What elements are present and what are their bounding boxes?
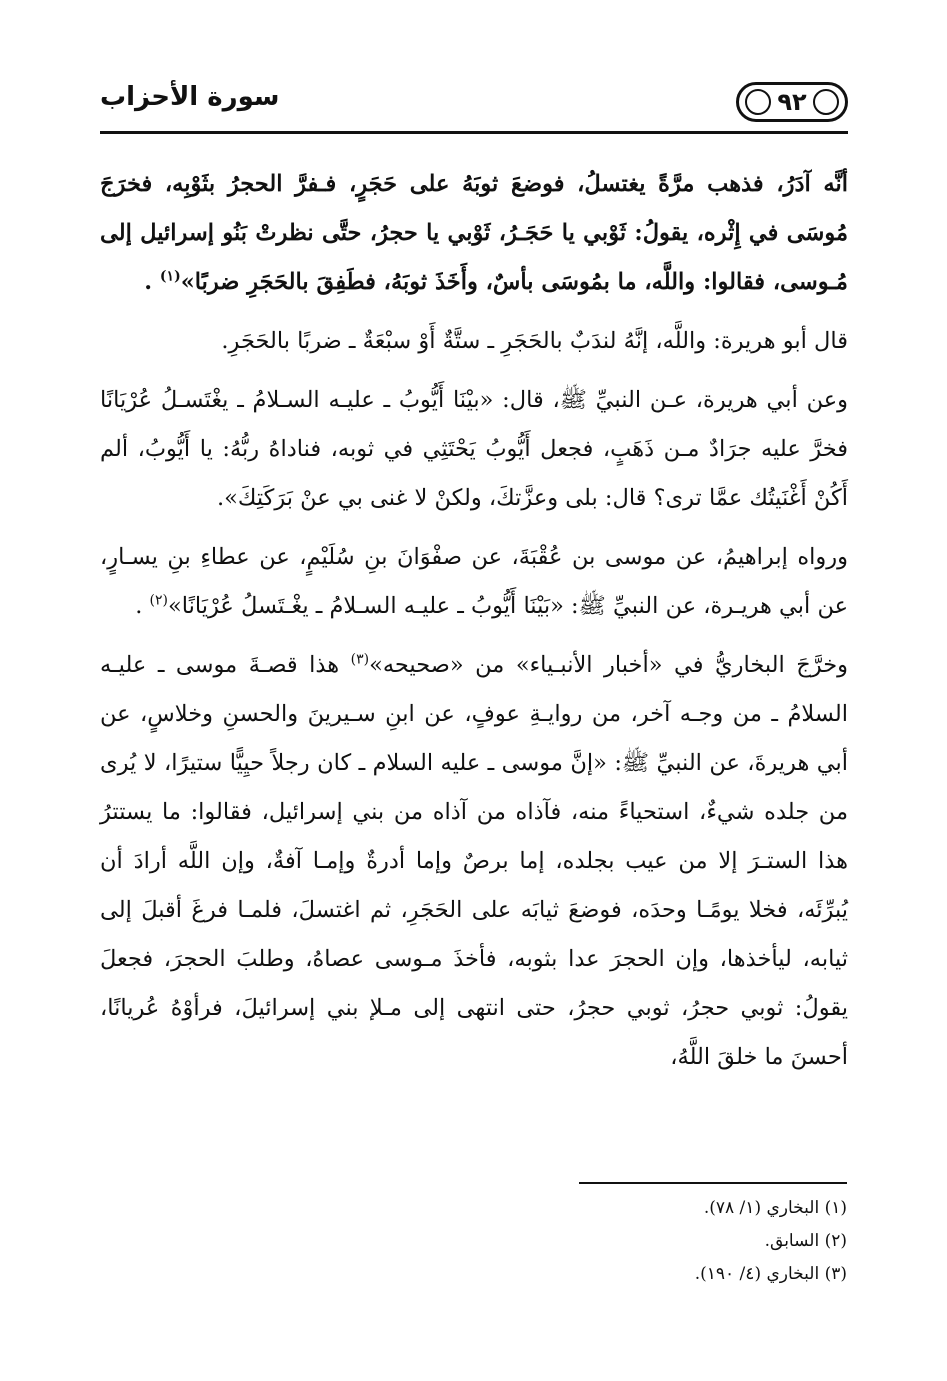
header-divider xyxy=(100,131,848,134)
footnote-marker: (١) xyxy=(159,268,181,285)
footnote-3: (٣) البخاري (٤/ ١٩٠). xyxy=(694,1264,847,1284)
paragraph-1 xyxy=(100,160,848,307)
page-number-badge xyxy=(736,82,848,122)
paragraph-end: . xyxy=(135,593,150,619)
footnote-marker: (٢) xyxy=(149,592,168,609)
footnotes xyxy=(99,1192,847,1291)
page-header xyxy=(100,78,848,136)
page-number: ٩٢ xyxy=(777,88,807,116)
footnote-2: (٢) السابق. xyxy=(764,1231,847,1251)
paragraph-3 xyxy=(100,376,848,523)
footnote-divider xyxy=(579,1182,847,1184)
paragraph-5 xyxy=(100,641,848,1082)
paragraph-text: ورواه إبراهيمُ، عن موسى بن عُقْبَةَ، عن صفْوَانَ بنِ سُلَيْمٍ، عن عطاءِ بنِ يسـارٍ، عن أبي هريـرة، عن النبيِّ ﷺ: «بَيْنَا أَيُّوبُ ـ عليـه السـلامُ ـ يغْـتَسلُ عُرْيَانًا» xyxy=(100,544,848,619)
paragraph-text: وخرَّجَ البخاريُّ في «أخبار الأنبـياء» من «صحيحه» xyxy=(369,652,848,678)
paragraph-text: وعن أبي هريرة، عـن النبيِّ ﷺ، قال: «بيْنَا أَيُّوبُ ـ عليـه السـلامُ ـ يغْتَسـلُ عُرْيَانًا فخرَّ عليه جرَادٌ مـن ذَهَبٍ، فجعل أَيُّوبُ يَحْتَثِي في ثوبه، فناداهُ ربُّهُ: يا أَيُّوبُ، ألم أَكُنْ أَغْنَيتُك عمَّا ترى؟ قال: بلى وعزَّتكَ، ولكنْ لا غنى بي عنْ بَرَكَتِكَ». xyxy=(100,387,848,511)
footnote-marker: (٣) xyxy=(350,651,370,668)
footnote-1: (١) البخاري (١/ ٧٨). xyxy=(703,1198,847,1218)
paragraph-4 xyxy=(100,533,848,631)
paragraph-text: أنَّه آدَرُ، فذهب مرَّةً يغتسلُ، فوضعَ ثوبَهُ على حَجَرٍ، فـفرَّ الحجرُ بثَوْبِه، فخرَجَ مُوسَى في إِثْره، يقولُ: ثَوْبي يا حَجَـرُ، ثَوْبي يا حجرُ، حتَّى نظرتْ بَنُو إسرائيل إلى مُـوسى، فقالوا: واللَّه، ما بمُوسَى بأسٌ، وأَخَذَ ثوبَهُ، فطَفِقَ بالحَجَرِ ضربًا» xyxy=(100,171,848,295)
paragraph-end: . xyxy=(144,269,160,295)
main-text xyxy=(100,160,848,1082)
paragraph-text: قال أبو هريرة: واللَّه، إنَّهُ لندَبٌ بالحَجَرِ ـ ستَّةٌ أَوْ سبْعَةٌ ـ ضربًا بالحَجَرِ. xyxy=(221,328,848,354)
surah-title: سورة الأحزاب xyxy=(100,82,280,112)
paragraph-end: هذا قصـةَ موسى ـ عليـه السلامُ ـ من وجـه آخر، من روايـةِ عوفٍ، عن ابنِ سـيرينَ والحسنِ وخلاسٍ، عن أبي هريرةَ، عن النبيِّ ﷺ: «إنَّ موسى ـ عليه السلام ـ كان رجلاً حيِيًّا ستيرًا، لا يُرى من جلده شيءٌ، استحياءً منه، فآذاه من آذاه من بني إسرائيل، فقالوا: ما يستترُ هذا الستـرَ إلا من عيب بجلده، إما برصٌ وإما أدرةٌ وإمـا آفةٌ، وإن اللَّه أرادَ أن يُبرِّئَه، فخلا يومًـا وحدَه، فوضعَ ثيابَه على الحَجَرِ، ثم اغتسلَ، فلمـا فرغَ أقبلَ إلى ثيابه، ليأخذها، وإن الحجرَ عدا بثوبه، فأخذَ مـوسى عصاهُ، وطلبَ الحجرَ، فجعلَ يقولُ: ثوبي حجرُ، ثوبي حجرُ، حتى انتهى إلى مـلإ بني إسرائيلَ، فرأوْهُ عُريانًا، أحسنَ ما خلقَ اللَّهُ، xyxy=(100,652,848,1070)
paragraph-2 xyxy=(100,317,848,366)
